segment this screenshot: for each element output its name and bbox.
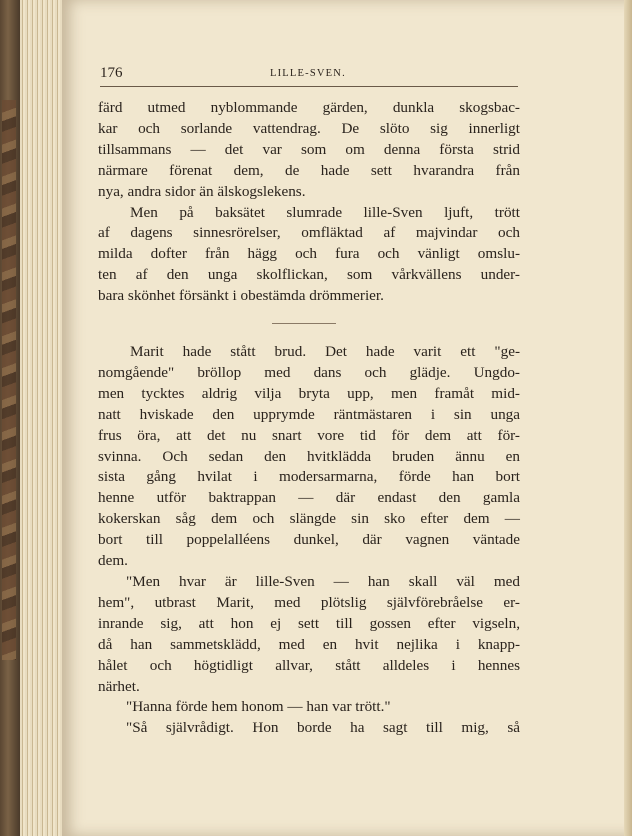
text-line: "Så självrådigt. Hon borde ha sagt till mig, så <box>126 719 520 737</box>
text-line: tillsammans — det var som om denna första strid <box>98 140 520 158</box>
text-line: nomgående" bröllop med dans och glädje. Ungdo- <box>98 363 520 381</box>
text-line: sista gång hvilat i modersarmarna, förde han bort <box>98 468 520 486</box>
text-line: färd utmed nyblommande gärden, dunkla skogsbac- <box>98 99 520 116</box>
text-line: ten af den unga skolflickan, som vårkvällens under- <box>98 266 520 284</box>
text-line: frus öra, att det nu snart vore tid för dem att för- <box>98 426 520 444</box>
paragraph-block-2 <box>98 342 520 739</box>
page-right-edge <box>624 0 632 836</box>
page-header <box>100 64 518 87</box>
page-number: 176 <box>100 65 123 81</box>
book-cover-edge <box>0 0 20 836</box>
page-stack-edges <box>20 0 62 836</box>
text-line: inrande sig, att hon ej sett till gossen efter vigseln, <box>98 614 520 632</box>
text-line: henne utför baktrappan — där endast den gamla <box>98 489 520 507</box>
running-title: LILLE-SVEN. <box>270 68 346 79</box>
text-line: natt hviskade den upprymde räntmästaren i sin unga <box>98 405 520 423</box>
text-line: milda dofter från hägg och fura och vänligt omslu- <box>98 245 520 263</box>
text-line: bara skönhet försänkt i obestämda drömmerier. <box>98 287 384 305</box>
text-line: då han sammetsklädd, med en hvit nejlika i knapp- <box>98 635 520 653</box>
text-line: Marit hade stått brud. Det hade varit ett "ge- <box>130 343 520 360</box>
text-line: hem", utbrast Marit, med plötslig självförebråelse er- <box>98 593 520 611</box>
text-line: hålet och högtidligt allvar, stått alldeles i hennes <box>98 656 520 674</box>
paragraph-block-1 <box>98 98 520 307</box>
text-line: närhet. <box>98 677 140 695</box>
text-line: "Hanna förde hem honom — han var trött." <box>126 698 391 716</box>
text-line: kar och sorlande vattendrag. De slöto sig innerligt <box>98 119 520 137</box>
text-line: nya, andra sidor än älskogslekens. <box>98 182 306 200</box>
section-divider <box>272 323 336 324</box>
text-line: bort till poppelalléens dunkel, där vagnen väntade <box>98 531 520 549</box>
text-line: dem. <box>98 552 128 570</box>
text-line: svinna. Och sedan den hvitklädda bruden ännu en <box>98 447 520 465</box>
text-line: kokerskan såg dem och slängde sin sko efter dem — <box>98 510 520 528</box>
marbled-cover-pattern <box>2 100 16 660</box>
text-line: af dagens sinnesrörelser, omfläktad af majvindar och <box>98 224 520 242</box>
text-line: men tycktes aldrig vilja bryta upp, men framåt mid- <box>98 384 520 402</box>
text-line: "Men hvar är lille-Sven — han skall väl med <box>126 572 520 590</box>
text-line: Men på baksätet slumrade lille-Sven ljuft, trött <box>130 203 520 221</box>
text-line: närmare förenat dem, de hade sett hvarandra från <box>98 161 520 179</box>
